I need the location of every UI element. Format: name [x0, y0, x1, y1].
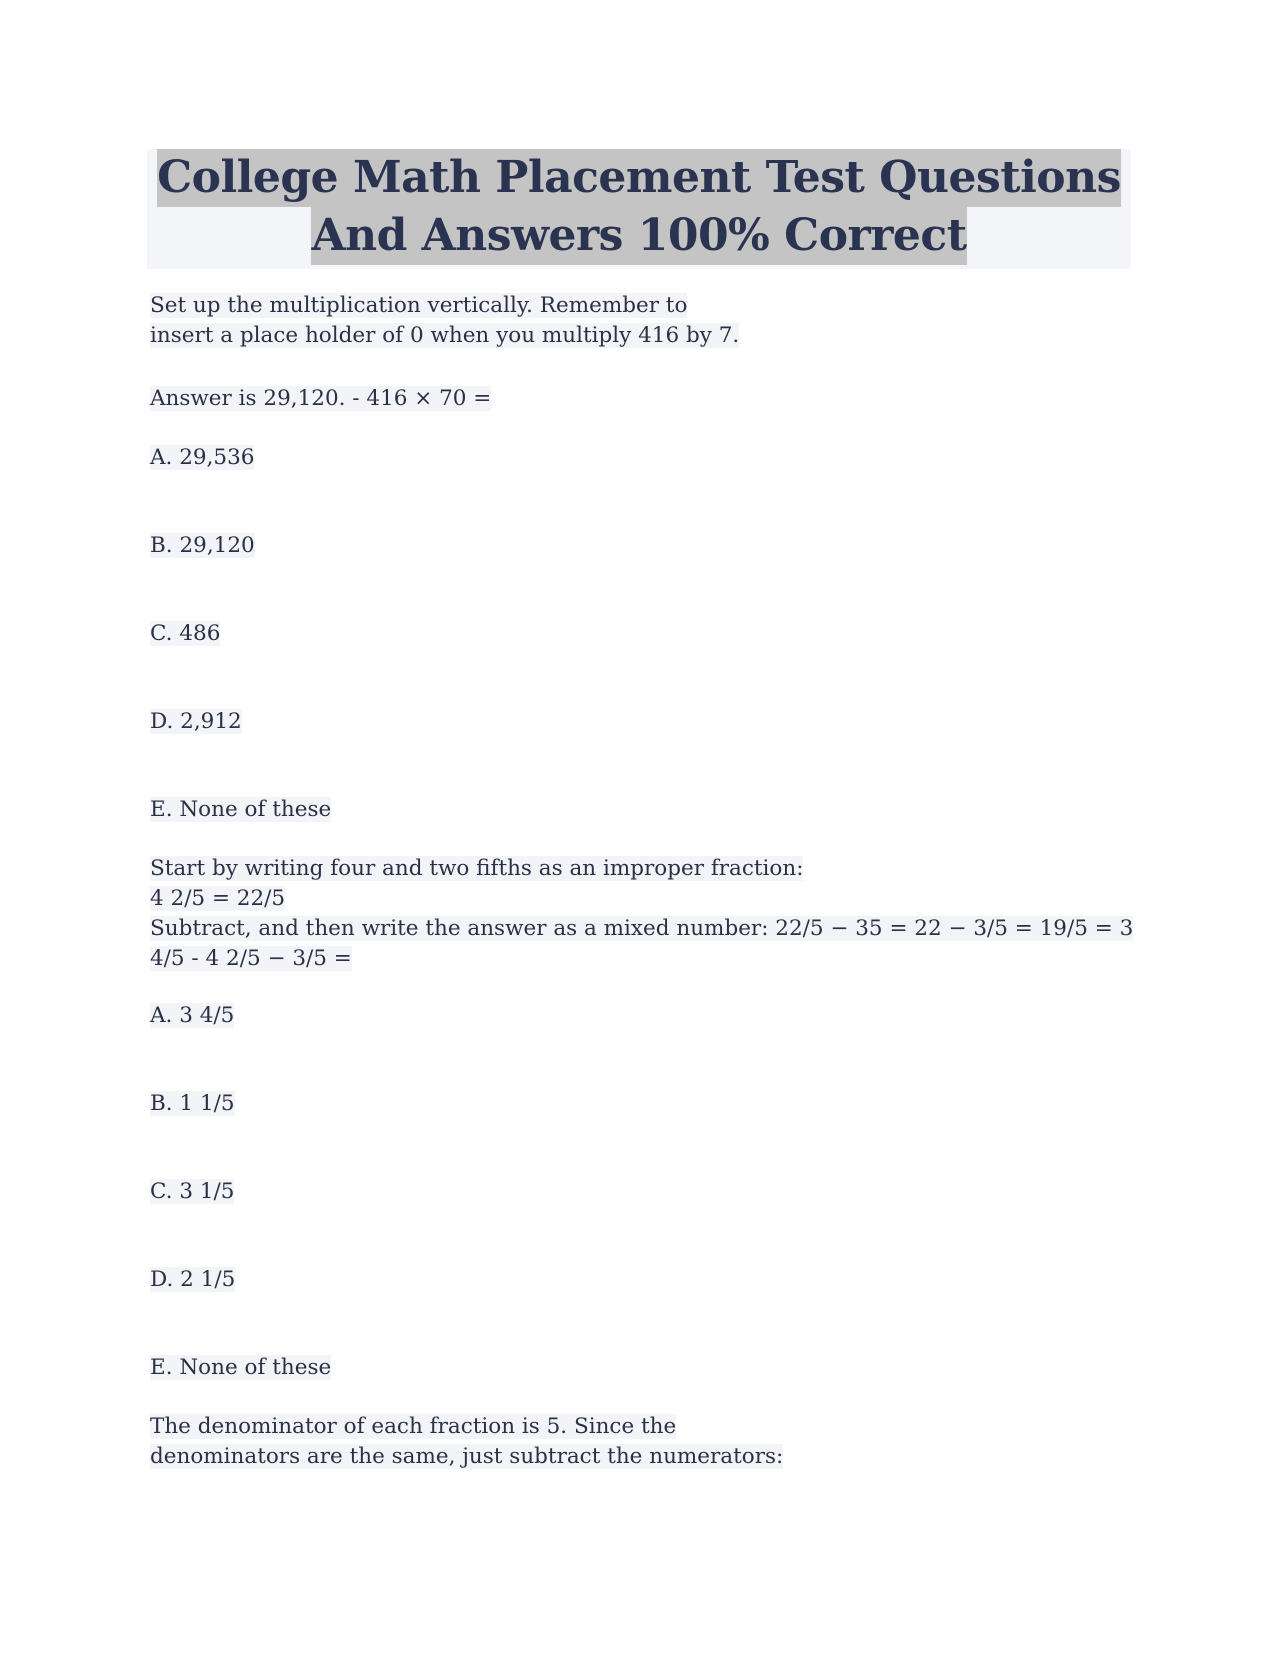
q2-explanation-line-2: 4 2/5 = 22/5 [150, 886, 286, 911]
q3-explanation [150, 1412, 783, 1472]
q1-option-d [150, 707, 242, 737]
q1-option-a-text: A. 29,536 [150, 445, 255, 470]
q1-option-b-text: B. 29,120 [150, 533, 255, 558]
q2-option-a [150, 1001, 234, 1031]
q2-option-a-text: A. 3 4/5 [150, 1003, 235, 1028]
q1-option-b [150, 531, 255, 561]
q2-option-c [150, 1177, 234, 1207]
q2-explanation-line-3: Subtract, and then write the answer as a mixed number: 22/5 − 35 = 22 − 3/5 = 19/5 = 3 [150, 916, 1134, 941]
q2-option-c-text: C. 3 1/5 [150, 1179, 235, 1204]
q3-explanation-line-1: The denominator of each fraction is 5. Since the [150, 1414, 677, 1439]
q1-explanation-line-1: Set up the multiplication vertically. Remember to [150, 293, 688, 318]
q2-option-b-text: B. 1 1/5 [150, 1091, 235, 1116]
q2-option-e-text: E. None of these [150, 1355, 332, 1380]
q1-option-a [150, 443, 254, 473]
q3-explanation-line-2: denominators are the same, just subtract the numerators: [150, 1444, 784, 1469]
q2-option-b [150, 1089, 235, 1119]
q1-option-c-text: C. 486 [150, 621, 221, 646]
q1-answer [150, 384, 491, 414]
q2-option-e [150, 1353, 331, 1383]
q1-option-e [150, 795, 331, 825]
q2-explanation-line-1: Start by writing four and two fifths as an improper fraction: [150, 856, 804, 881]
q1-explanation [150, 291, 739, 351]
q2-option-d [150, 1265, 235, 1295]
page-title [147, 149, 1131, 269]
q1-option-e-text: E. None of these [150, 797, 332, 822]
q2-explanation-line-4: 4/5 - 4 2/5 − 3/5 = [150, 946, 352, 971]
q2-explanation [150, 854, 1133, 974]
q1-option-c [150, 619, 220, 649]
q1-explanation-line-2: insert a place holder of 0 when you multiply 416 by 7. [150, 323, 740, 348]
title-line-2: And Answers 100% Correct [311, 207, 966, 265]
q1-option-d-text: D. 2,912 [150, 709, 242, 734]
q2-option-d-text: D. 2 1/5 [150, 1267, 236, 1292]
title-line-1: College Math Placement Test Questions [157, 149, 1121, 207]
q1-answer-line: Answer is 29,120. - 416 × 70 = [150, 386, 492, 411]
